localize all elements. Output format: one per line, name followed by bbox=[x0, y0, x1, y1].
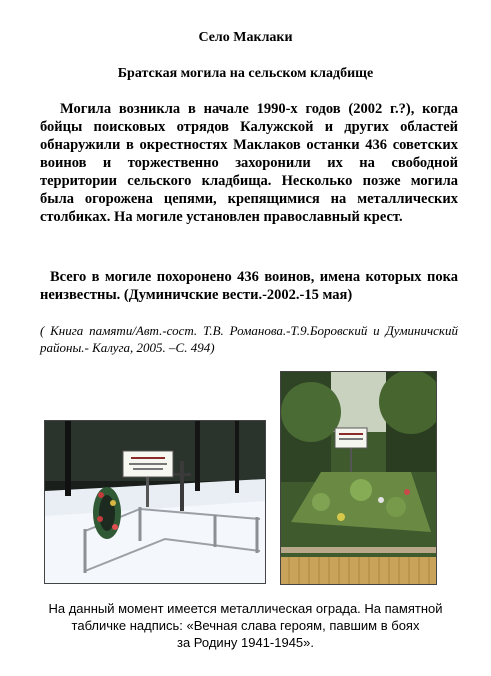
source-citation: ( Книга памяти/Авт.-сост. Т.В. Романова.-Т.9.Боровский и Думиничский районы.- Калуга, 2005. –С. 494) bbox=[40, 323, 458, 355]
caption-line-3: за Родину 1941-1945». bbox=[177, 635, 314, 650]
winter-grave-illustration bbox=[45, 421, 265, 583]
photo-caption bbox=[0, 600, 491, 651]
page-subtitle: Братская могила на сельском кладбище bbox=[117, 66, 374, 81]
paragraph-history: Могила возникла в начале 1990-х годов (2002 г.?), когда бойцы поисковых отрядов Калужской и других областей обнаружили в окрестностях Маклаков останки 436 советских воинов и торжественно захоронили их на свободной территории сельского кладбища. Несколько позже могила была огорожена цепями, крепящимися на металлических столбиках. На могиле установлен православный крест. bbox=[40, 101, 458, 225]
summer-grave-illustration bbox=[281, 372, 436, 584]
paragraph-burial-count: Всего в могиле похоронено 436 воинов, имена которых пока неизвестны. (Думиничские вести.-2002.-15 мая) bbox=[40, 269, 458, 303]
page-title: Село Маклаки bbox=[198, 30, 293, 45]
caption-line-2: табличке надпись: «Вечная слава героям, павшим в боях bbox=[71, 618, 420, 633]
caption-line-1: На данный момент имеется металлическая ограда. На памятной bbox=[48, 601, 443, 616]
summer-grave-photo bbox=[280, 371, 437, 585]
winter-grave-photo bbox=[44, 420, 266, 584]
